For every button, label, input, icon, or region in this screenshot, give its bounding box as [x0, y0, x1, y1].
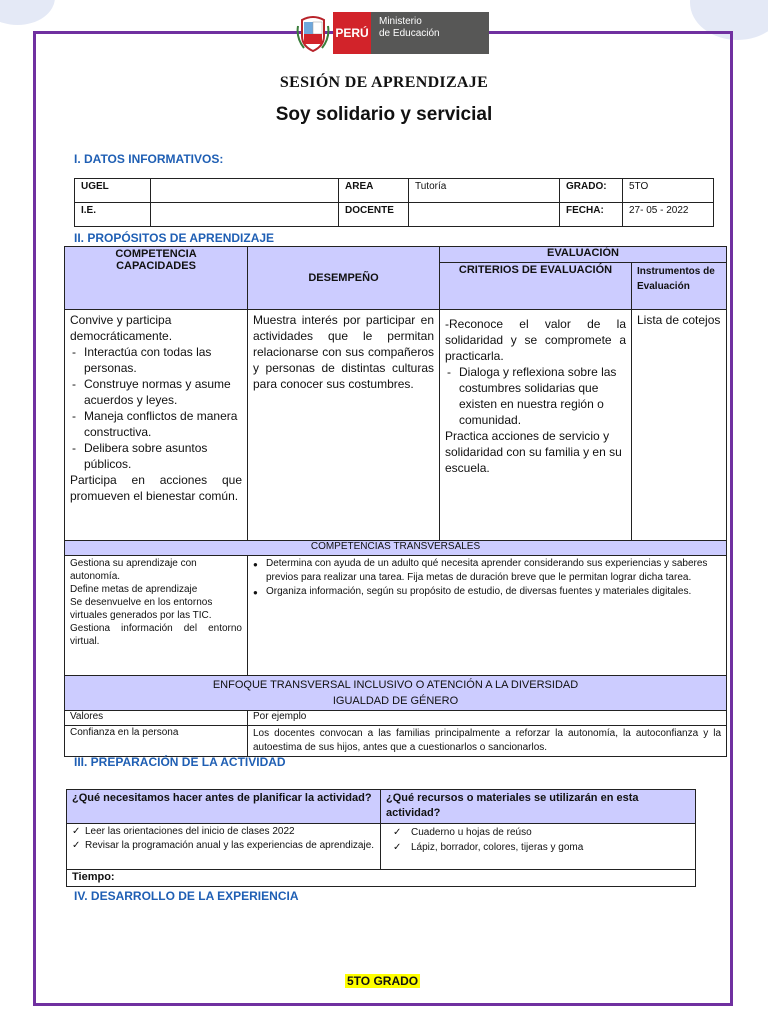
list-item: - Maneja conflictos de manera constructiva.: [70, 408, 242, 440]
transversal-2: Define metas de aprendizaje: [70, 584, 198, 595]
grade-label: 5TO GRADO: [347, 974, 419, 988]
list-item: ✓ Lápiz, borrador, colores, tijeras y goma: [393, 840, 690, 855]
ugel-label: UGEL: [75, 179, 151, 203]
criterios-cell: [440, 310, 632, 541]
competencia-header-line2: CAPACIDADES: [116, 260, 196, 272]
criterio-1: -Reconoce el valor de la solidaridad y se compromete a practicarla.: [445, 317, 626, 363]
criterio-3: Practica acciones de servicio y solidaridad con su familia y en su escuela.: [445, 429, 622, 475]
transversales-list: [253, 557, 721, 599]
table-row: [65, 726, 727, 757]
valores-label: Valores: [65, 711, 248, 726]
instrumentos-header: Instrumentos de Evaluación: [632, 263, 727, 310]
capacidades-list: [70, 344, 242, 472]
ministry-logo: [296, 12, 489, 54]
table-row: [67, 824, 696, 870]
transversales-right-cell: [248, 556, 727, 676]
competencia-outro: Participa en acciones que promueven el bienestar común.: [70, 473, 242, 503]
desempeno-header: DESEMPEÑO: [248, 247, 440, 310]
competencia-cell: [65, 310, 248, 541]
preparacion-right-cell: [381, 824, 696, 870]
ejemplo-label: Por ejemplo: [248, 711, 727, 726]
instrumento-cell: Lista de cotejos: [632, 310, 727, 541]
docente-label: DOCENTE: [339, 203, 409, 227]
table-row: [65, 541, 727, 556]
enfoque-line2: IGUALDAD DE GÉNERO: [332, 695, 459, 707]
transversal-3: Se desenvuelve en los entornos virtuales generados por las TIC.: [70, 597, 213, 621]
preparacion-left-list: [72, 825, 375, 853]
table-row: [65, 676, 727, 711]
evaluacion-header: EVALUACIÓN: [440, 247, 727, 263]
transversales-header: COMPETENCIAS TRANSVERSALES: [65, 541, 727, 556]
list-item: - Construye normas y asume acuerdos y leyes.: [70, 376, 242, 408]
competencia-header: [65, 247, 248, 310]
desempeno-cell: Muestra interés por participar en actividades que le permitan relacionarse con sus compañeros y personas de distintas culturas para conocer sus costumbres.: [248, 310, 440, 541]
section-desarrollo-heading: IV. DESARROLLO DE LA EXPERIENCIA: [74, 889, 299, 903]
fecha-value: 27- 05 - 2022: [623, 203, 714, 227]
criterios-list: [445, 364, 626, 428]
list-item: ✓ Revisar la programación anual y las experiencias de aprendizaje.: [72, 839, 375, 853]
list-item: ● Organiza información, según su propósito de estudio, de diversas fuentes y materiales digitales.: [253, 585, 721, 599]
table-row: [75, 203, 714, 227]
competencia-header-line1: COMPETENCIA: [115, 248, 197, 260]
table-row: [65, 556, 727, 676]
preparacion-right-list: [393, 825, 690, 855]
datos-table: [74, 178, 714, 227]
list-item: ✓ Leer las orientaciones del inicio de clases 2022: [72, 825, 375, 839]
grado-value: 5TO: [623, 179, 714, 203]
list-item: - Interactúa con todas las personas.: [70, 344, 242, 376]
list-item: ● Determina con ayuda de un adulto qué necesita aprender considerando sus experiencias y saberes previos para realizar una tarea. Fija metas de duración breve que le permitan lograr dicha tarea.: [253, 557, 721, 585]
bg-blob-left: [0, 0, 55, 25]
table-row: [75, 179, 714, 203]
grado-label: GRADO:: [560, 179, 623, 203]
tiempo-label: Tiempo:: [67, 870, 696, 887]
transversal-1: Gestiona su aprendizaje con autonomía.: [70, 558, 197, 582]
enfoque-line1: ENFOQUE TRANSVERSAL INCLUSIVO O ATENCIÓN A LA DIVERSIDAD: [212, 679, 579, 691]
logo-ministry: [371, 12, 489, 54]
area-value: Tutoría: [409, 179, 560, 203]
preparacion-table: [66, 789, 696, 887]
list-item: - Dialoga y reflexiona sobre las costumbres solidarias que existen en nuestra región o comunidad.: [445, 364, 626, 428]
logo-ministry-line1: Ministerio: [379, 16, 422, 27]
document-title: SESIÓN DE APRENDIZAJE: [279, 74, 489, 91]
section-propositos-heading: II. PROPÓSITOS DE APRENDIZAJE: [74, 231, 275, 245]
preparacion-question-1: ¿Qué necesitamos hacer antes de planificar la actividad?: [67, 790, 381, 824]
enfoque-header: [65, 676, 727, 711]
ugel-value: [151, 179, 339, 203]
transversal-4: Gestiona información del entorno virtual.: [70, 623, 242, 647]
area-label: AREA: [339, 179, 409, 203]
table-row: [65, 711, 727, 726]
table-row: [67, 790, 696, 824]
coat-of-arms-icon: [296, 12, 330, 54]
list-item: ✓ Cuaderno u hojas de reúso: [393, 825, 690, 840]
competencia-intro: Convive y participa democráticamente.: [70, 313, 173, 343]
propositos-table: [64, 246, 727, 757]
ie-value: [151, 203, 339, 227]
ie-label: I.E.: [75, 203, 151, 227]
logo-country: PERÚ: [333, 12, 371, 54]
session-title: Soy solidario y servicial: [275, 104, 493, 125]
fecha-label: FECHA:: [560, 203, 623, 227]
table-row: [67, 870, 696, 887]
preparacion-question-2: ¿Qué recursos o materiales se utilizarán en esta actividad?: [381, 790, 696, 824]
transversales-left-cell: [65, 556, 248, 676]
logo-ministry-line2: de Educación: [379, 28, 440, 39]
table-row: [65, 310, 727, 541]
section-datos-heading: I. DATOS INFORMATIVOS:: [74, 152, 224, 166]
criterios-header: CRITERIOS DE EVALUACIÓN: [440, 263, 632, 310]
preparacion-left-cell: [67, 824, 381, 870]
valor-cell: Confianza en la persona: [65, 726, 248, 757]
table-row: [65, 247, 727, 263]
section-preparacion-heading: III. PREPARACIÓN DE LA ACTIVIDAD: [74, 755, 286, 769]
docente-value: [409, 203, 560, 227]
ejemplo-cell: Los docentes convocan a las familias principalmente a reforzar la autonomía, la autoconfianza y la autoestima de sus hijos, antes que a cuestionarlos o sancionarlos.: [248, 726, 727, 757]
list-item: - Delibera sobre asuntos públicos.: [70, 440, 242, 472]
